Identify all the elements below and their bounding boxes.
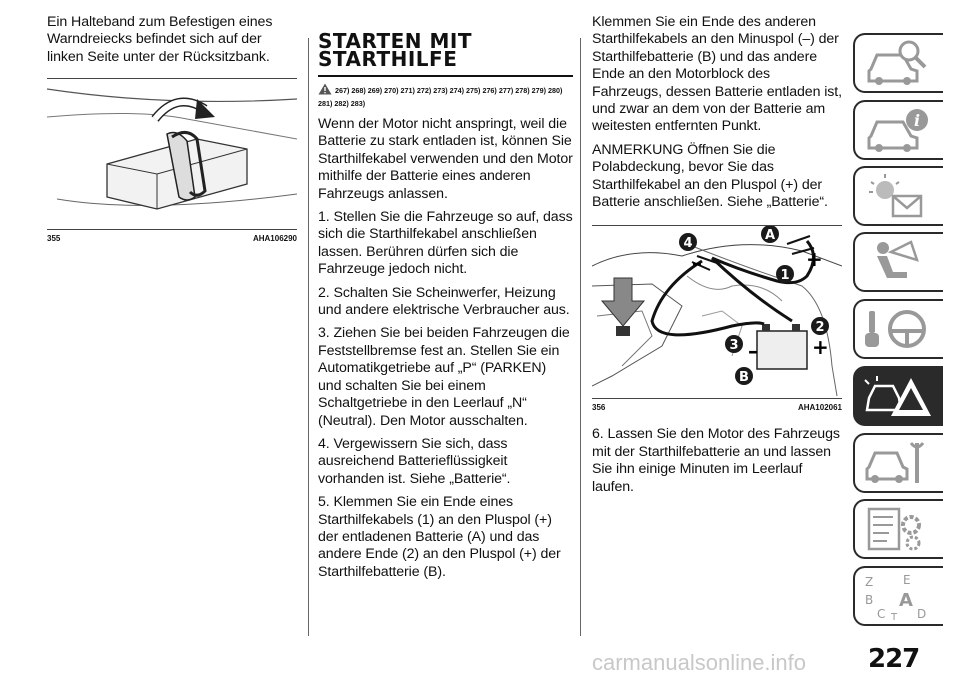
- badge-b: [735, 367, 753, 385]
- tab-starting-driving[interactable]: [853, 299, 943, 359]
- svg-text:B: B: [739, 370, 749, 386]
- svg-text:1: 1: [780, 268, 790, 284]
- jump-start-diagram: [592, 226, 842, 398]
- column-3: [592, 14, 842, 502]
- tab-index[interactable]: [853, 566, 943, 626]
- column-divider: [580, 38, 581, 636]
- step-5: 5. Klemmen Sie ein Ende eines Starthilfekabels (1) an den Pluspol (+) der entladenen Batterie (A) und das andere Ende (2) an den Pluspol (+) der Starthilfebatterie (B).: [318, 494, 561, 580]
- svg-text:–: –: [748, 339, 758, 364]
- intro-text: Ein Halteband zum Befestigen eines Warndreiecks befindet sich auf der linken Seite unter der Rücksitzbank.: [47, 14, 273, 65]
- svg-text:2: 2: [815, 320, 825, 336]
- badge-2: [811, 317, 829, 335]
- svg-text:A: A: [764, 228, 776, 244]
- svg-text:T: T: [891, 612, 898, 622]
- figure-number: 355: [47, 234, 61, 244]
- column-divider: [308, 38, 309, 636]
- svg-text:Z: Z: [865, 575, 874, 589]
- warning-triangle-strap-illustration: [47, 79, 297, 229]
- svg-text:+: +: [812, 335, 829, 360]
- figure-355-caption: [47, 234, 297, 243]
- step-1: 1. Stellen Sie die Fahrzeuge so auf, dass sich die Starthilfekabel anschließen lassen. Berühren dürfen sich die Fahrzeuge jedoch nicht.: [318, 209, 573, 278]
- svg-text:B: B: [865, 593, 874, 607]
- badge-1: [776, 265, 794, 283]
- figure-code: AHA102061: [797, 403, 842, 413]
- svg-text:–: –: [692, 251, 702, 276]
- svg-text:4: 4: [683, 236, 693, 252]
- step-6: 6. Lassen Sie den Motor des Fahrzeugs mit der Starthilfebatterie an und lassen Sie ihn einige Minuten im Leerlauf laufen.: [592, 426, 840, 495]
- svg-text:+: +: [806, 247, 823, 272]
- svg-text:D: D: [917, 607, 927, 621]
- svg-text:A: A: [899, 590, 913, 611]
- paragraph: Wenn der Motor nicht anspringt, weil die Batterie zu stark entladen ist, können Sie Starthilfekabel verwenden und den Motor mithilfe der Batterie eines anderen Fahrzeugs anlassen.: [318, 116, 573, 202]
- note: ANMERKUNG Öffnen Sie die Polabdeckung, bevor Sie das Starthilfekabel an den Pluspol (+) der Batterie anschließen. Siehe „Batterie“.: [592, 141, 828, 211]
- battery-b: [757, 331, 807, 369]
- warning-references: [318, 83, 573, 110]
- airbag-seat-icon: [863, 238, 933, 288]
- svg-text:C: C: [877, 607, 886, 621]
- figure-356: [592, 225, 842, 399]
- key-steering-wheel-icon: [863, 305, 933, 355]
- specs-gear-icon: [863, 505, 933, 555]
- figure-355: [47, 78, 297, 230]
- svg-text:i: i: [913, 111, 921, 130]
- page-number: 227: [868, 644, 920, 674]
- figure-code: AHA106290: [252, 234, 297, 244]
- warning-refs-text: 267) 268) 269) 270) 271) 272) 273) 274) 275) 276) 277) 278) 279) 280) 281) 282) 283): [318, 86, 563, 108]
- car-info-icon: [863, 106, 933, 156]
- tab-technical-data[interactable]: [853, 499, 943, 559]
- tab-warning-lights[interactable]: [853, 166, 943, 226]
- column-1: [47, 14, 297, 257]
- paragraph: Klemmen Sie ein Ende des anderen Starthilfekabels an den Minuspol (–) der Starthilfebatterie (B) und das andere Ende an den Motorblock des Fahrzeugs, dessen Batterie entladen ist, und zwar an dem von der Batterie am weitesten entfernten Punkt.: [592, 14, 842, 135]
- svg-text:E: E: [903, 573, 911, 587]
- figure-number: 356: [592, 403, 606, 413]
- svg-text:3: 3: [729, 338, 739, 354]
- tab-emergency[interactable]: [853, 366, 943, 426]
- tab-safety[interactable]: [853, 232, 943, 292]
- step-3: 3. Ziehen Sie bei beiden Fahrzeugen die Feststellbremse fest an. Stellen Sie ein Automatikgetriebe auf „P“ (PARKEN) und schalten Sie bei einem Schaltgetriebe in den Leerlauf „N“ (Neutral). Den Motor ausschalten.: [318, 325, 570, 429]
- tab-car-info[interactable]: [853, 100, 943, 160]
- warning-triangle-icon: [318, 83, 332, 95]
- step-4: 4. Vergewissern Sie sich, dass ausreichend Batterieflüssigkeit vorhanden ist. Siehe „Batterie“.: [318, 435, 511, 487]
- column-2: [318, 14, 573, 587]
- badge-4: [679, 233, 697, 251]
- warning-lights-mail-icon: [863, 172, 933, 222]
- car-breakdown-warning-icon: [863, 372, 933, 422]
- car-tools-icon: [863, 439, 933, 489]
- section-heading: STARTEN MIT STARTHILFE: [318, 32, 573, 77]
- figure-356-caption: [592, 403, 842, 412]
- badge-3: [725, 335, 743, 353]
- watermark: carmanualsonline.info: [592, 650, 807, 675]
- tab-car-search[interactable]: [853, 33, 943, 93]
- alphabet-index-icon: [863, 572, 933, 622]
- tab-maintenance[interactable]: [853, 433, 943, 493]
- step-2: 2. Schalten Sie Scheinwerfer, Heizung und andere elektrische Verbraucher aus.: [318, 284, 570, 319]
- car-search-icon: [863, 39, 933, 89]
